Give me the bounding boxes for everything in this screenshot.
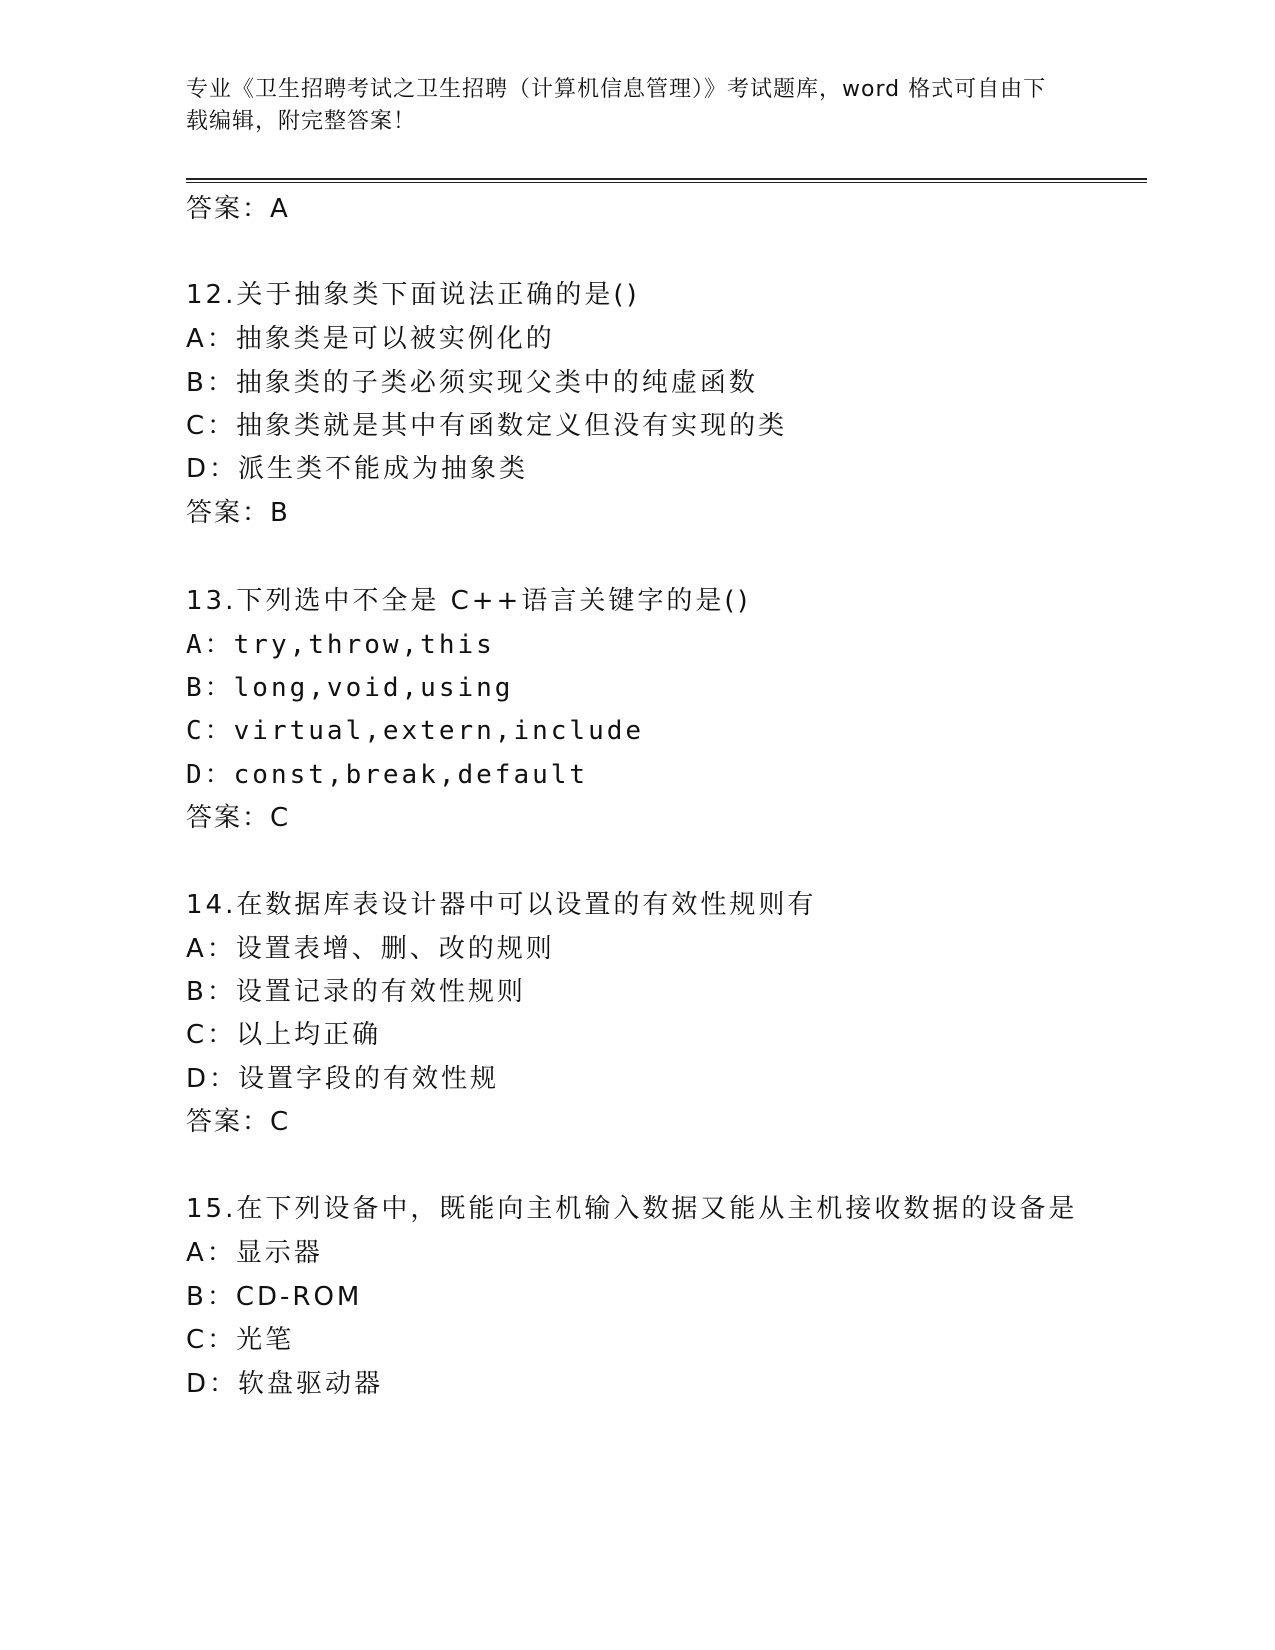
question-15-option-b: B：CD-ROM xyxy=(186,1282,363,1312)
question-12-option-c: C：抽象类就是其中有函数定义但没有实现的类 xyxy=(186,411,788,441)
question-14-stem: 14.在数据库表设计器中可以设置的有效性规则有 xyxy=(186,890,817,920)
question-15-option-c: C：光笔 xyxy=(186,1325,295,1355)
question-15-stem: 15.在下列设备中，既能向主机输入数据又能从主机接收数据的设备是 xyxy=(186,1194,1078,1224)
question-15-option-a: A：显示器 xyxy=(186,1238,323,1268)
question-12-option-d: D：派生类不能成为抽象类 xyxy=(186,454,529,484)
answer-13: 答案：C xyxy=(186,803,291,833)
question-13-option-a: A：try,throw,this xyxy=(186,630,495,660)
document-intro: 专业《卫生招聘考试之卫生招聘（计算机信息管理）》考试题库，word 格式可自由下载编辑，附完整答案！ xyxy=(186,77,1047,134)
question-14-option-a: A：设置表增、删、改的规则 xyxy=(186,934,555,964)
question-15-option-d: D：软盘驱动器 xyxy=(186,1369,384,1399)
answer-11: 答案：A xyxy=(186,194,290,224)
question-14-option-c: C：以上均正确 xyxy=(186,1020,382,1050)
answer-14: 答案：C xyxy=(186,1107,291,1137)
question-13-option-c: C：virtual,extern,include xyxy=(186,716,645,746)
header-rule-thin xyxy=(186,182,1147,183)
question-14-option-d: D：设置字段的有效性规 xyxy=(186,1064,500,1094)
question-12-option-a: A：抽象类是可以被实例化的 xyxy=(186,324,555,354)
question-12-option-b: B：抽象类的子类必须实现父类中的纯虚函数 xyxy=(186,368,758,398)
question-13-option-d: D：const,break,default xyxy=(186,760,589,790)
question-12-stem: 12.关于抽象类下面说法正确的是() xyxy=(186,280,640,310)
question-13-option-b: B：long,void,using xyxy=(186,673,514,703)
question-14-option-b: B：设置记录的有效性规则 xyxy=(186,977,526,1007)
answer-12: 答案：B xyxy=(186,498,290,528)
question-13-stem: 13.下列选中不全是 C++语言关键字的是() xyxy=(186,586,751,616)
header-rule-thick xyxy=(186,178,1147,180)
